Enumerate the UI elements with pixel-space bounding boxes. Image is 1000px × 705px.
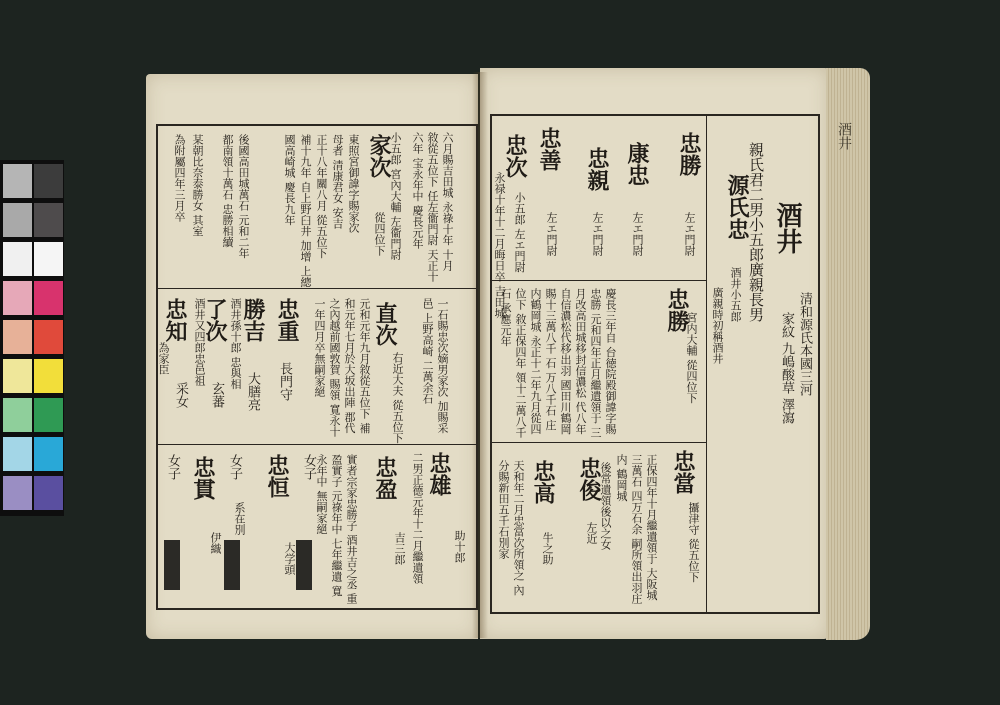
tadashige-title: 長門守 [277, 362, 292, 401]
tadamitsu-title: 吉三郎 [393, 532, 406, 565]
left-row-divider-1 [156, 288, 476, 289]
left-row-divider-2 [156, 444, 476, 445]
open-book [138, 62, 873, 647]
woman-3: 女子 [165, 454, 180, 480]
color-swatch [34, 320, 63, 354]
ietsugu-rank: 從四位下 [373, 212, 386, 256]
person-tadamasa: 忠當 [670, 450, 696, 494]
satotsugu-title: 玄蕃 [209, 382, 224, 408]
person-yasutada-title: 左エ門尉 [631, 212, 644, 256]
color-calibration-card [0, 160, 64, 516]
person-tadakatsu-title: 左エ門尉 [683, 212, 696, 256]
person-tadachika: 忠親 [584, 147, 610, 191]
ietsugu-text-3: 正十八年關八月 從五位下 [315, 134, 328, 259]
person-ietsugu: 家次 [366, 134, 392, 178]
color-swatch [3, 476, 32, 510]
person-tadatsugu-title: 小五郎 左エ門尉 [513, 192, 526, 273]
person-tadayoshi-title: 左エ門尉 [545, 212, 558, 256]
person-tadatsugu: 忠次 [502, 134, 528, 178]
person-tadakatsu-top: 忠勝 [676, 132, 702, 176]
person-tadatsune: 忠恒 [264, 454, 290, 498]
ietsugu-text-1: 東照宮御諱字賜家次 [347, 134, 360, 233]
crest-note: 家紋 九嶋酸草 澤瀉 [779, 312, 794, 425]
ietsugu-text-2: 母者 清康君女 安吉 [331, 134, 344, 229]
color-swatch [34, 437, 63, 471]
right-row-divider-2 [490, 442, 706, 443]
top-left-text: 一石賜忠次嫡男家次 加賜采邑 上野高崎 二萬余石 [421, 298, 449, 434]
note-left: 系在別 [233, 502, 246, 535]
tadatsune-title: 大学頭 [283, 542, 296, 575]
ietsugu-text-7: 都南領十萬石 忠勝相續 [221, 134, 234, 248]
right-col-divider [706, 114, 707, 612]
color-swatch [34, 476, 63, 510]
ietsugu-title: 小五郎 宮內大輔 左衞門尉 [389, 132, 402, 260]
tadataka-text: 天和年二月忠當次所領之 內分賜新田五千石別家 [497, 460, 525, 596]
person-tadachika-title: 左エ門尉 [591, 212, 604, 256]
person-tadayoshi: 忠善 [536, 127, 562, 171]
family-header: 酒井 [772, 202, 802, 254]
woman-2: 女子 [227, 454, 242, 480]
tadakatsu-mid-text: 慶長三年自 台徳院殿御諱字賜忠勝 元和四年正月繼遺領于 三月改高田城移封信濃松 代八年自信濃松代移出羽 國田川鶴岡賜十三萬八千 石 万八千石 庄内鶴岡城 永正十二年九月從四位下 敘正保四年 領十二萬八千石 承應元年 [499, 288, 617, 438]
tadatoshi-title: 左近 [585, 522, 598, 544]
tadatsura-title: 伊織 [209, 532, 222, 554]
tadao-text: 二男正德元年十二月繼遺領 [411, 452, 424, 584]
color-swatch [3, 164, 32, 198]
person-katsuyoshi: 勝吉 [240, 298, 266, 342]
tadakatsu-mid-title: 宮内大輔 從四位下 [685, 312, 698, 404]
ietsugu-text-4: 補十九年 自上野臼井 加增 上總 [299, 134, 312, 288]
intro-line-2: 清和源氏本國三河 [797, 292, 812, 396]
katsuyoshi-title: 大膳亮 [245, 372, 260, 411]
ietsugu-text-9: 為附屬四年三月卒 [173, 134, 186, 222]
color-swatch [3, 398, 32, 432]
top-right-text: 六月賜吉田城 永祿十年 十月 敘從五位下 任左衞門尉 天正十六年 宝永年中 慶長元年 [411, 132, 454, 282]
color-swatch [34, 398, 63, 432]
person-tadao: 忠雄 [426, 452, 452, 496]
tadatomo-title: 采女 [173, 382, 188, 408]
ink-block-2 [224, 540, 240, 590]
page-edge-label: 酒井 [836, 122, 852, 150]
person-yasutada: 康忠 [624, 142, 650, 186]
person-tadakatsu-mid: 忠勝 [664, 288, 690, 332]
color-swatch [34, 281, 63, 315]
tadamitsu-text: 實者宗家忠勝子 酒井吉之丞 重盈實子 元祿年中 七年繼遺 寬永年中 無嗣家絕 [315, 454, 358, 604]
color-swatch [34, 359, 63, 393]
person-tadatomo: 忠知 [162, 298, 188, 342]
ink-block-3 [164, 540, 180, 590]
ancestor-note: 酒井小五郎 [729, 267, 742, 322]
color-swatch [3, 281, 32, 315]
satotsugu-note: 酒井又四郎忠邑祖 [193, 298, 206, 386]
right-row-divider-1 [490, 280, 706, 281]
ietsugu-text-5: 國高崎城 慶長九年 [283, 134, 296, 226]
tadatsugu-note: 永禄十年十二月晦日卒 吉田城 [493, 172, 506, 319]
ietsugu-text-6: 後國高田城萬石 元和二年 [237, 134, 250, 259]
tadatomo-note: 為家臣 [157, 342, 170, 375]
color-swatch [3, 203, 32, 237]
woman-1: 女子 [301, 454, 316, 480]
tadao-title: 助十郎 [453, 530, 466, 563]
color-swatch [3, 359, 32, 393]
color-swatch [34, 242, 63, 276]
intro-line-1: 親氏君二男小五郎廣親長男 [747, 142, 765, 322]
person-tadamitsu: 忠盈 [372, 456, 398, 500]
tadataka-title: 牛之助 [541, 532, 554, 565]
ancestor-note-2: 廣親時初稱酒井 [711, 287, 724, 364]
tadatoshi-text: 後常遺領後以之女 [599, 462, 612, 550]
ancestor-name: 源氏忠 [724, 174, 750, 240]
naotsugu-title: 右近大夫 從五位下 [391, 352, 404, 444]
ietsugu-text-8: 某朝比奈泰勝女 其室 [191, 134, 204, 237]
person-tadatsura: 忠貫 [190, 456, 216, 500]
tadamasa-text: 正保四年十月繼遺領于 大阪城三萬石 四万石余 嗣所領出羽庄内 鶴岡城 [615, 454, 658, 604]
ink-block-1 [296, 540, 312, 590]
person-tadataka: 忠高 [530, 460, 556, 504]
color-swatch [3, 242, 32, 276]
color-swatch [34, 203, 63, 237]
naotsugu-text: 元和元年九月敘從五位下 補和元年七月於大坂出陣 郡代之內越前國敦賀 賜領 寬永十一年四月卒無嗣家絕 [313, 298, 371, 437]
person-tadatoshi: 忠俊 [576, 457, 602, 501]
color-swatch [34, 164, 63, 198]
color-swatch [3, 320, 32, 354]
person-satotsugu: 了次 [202, 298, 228, 342]
tadamasa-title: 攝津守 從五位下 [687, 502, 700, 583]
person-naotsugu: 直次 [372, 302, 398, 346]
person-tadashige: 忠重 [274, 298, 300, 342]
color-swatch [3, 437, 32, 471]
page-edges [826, 68, 870, 640]
katsuyoshi-note: 酒井孫十郎 忠與相 [229, 298, 242, 390]
